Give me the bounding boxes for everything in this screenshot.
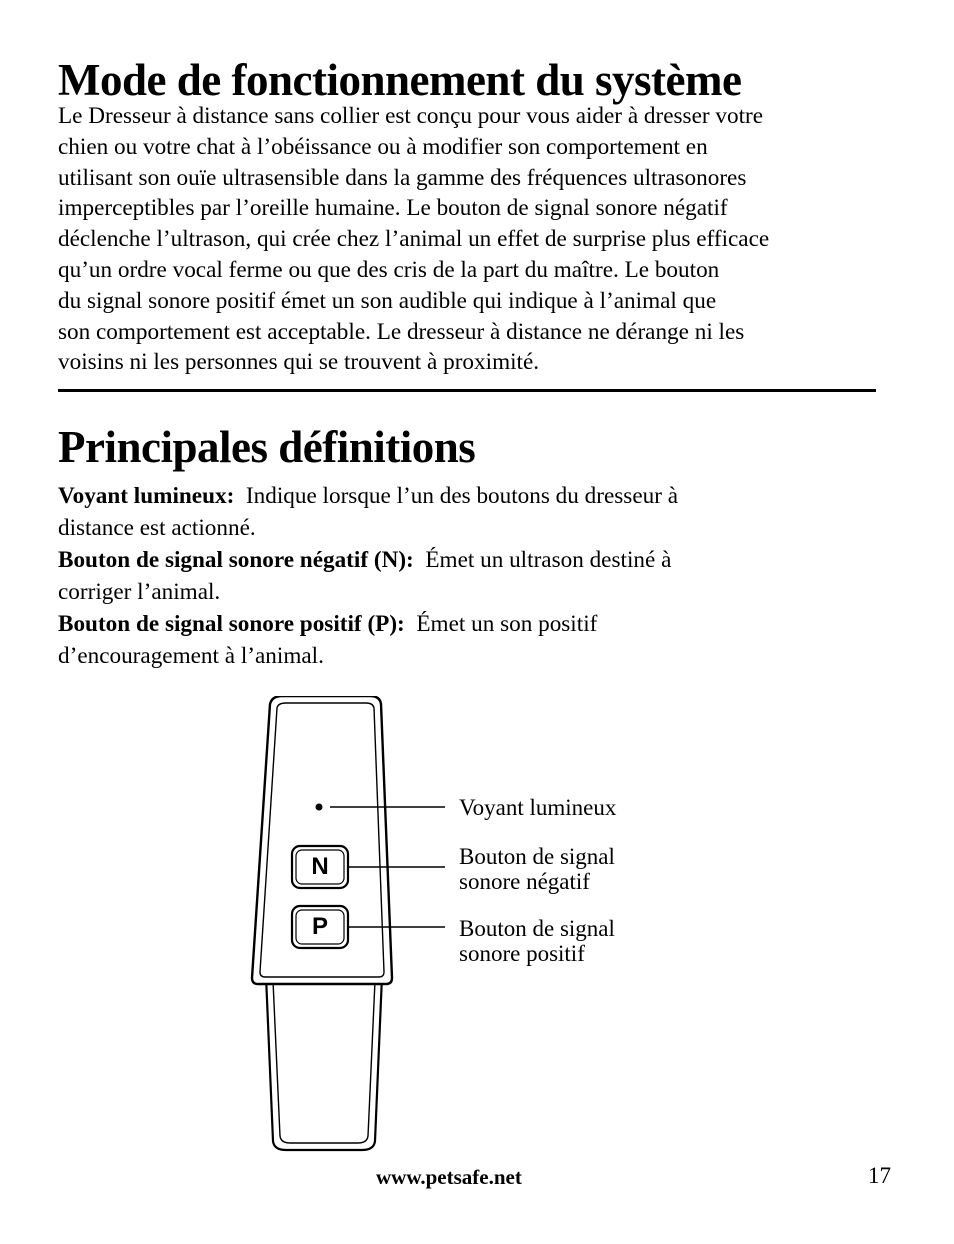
paragraph-line: imperceptibles par l’oreille humaine. Le bouton de signal sonore négatif [58,195,728,222]
page-number: 17 [868,1163,891,1188]
definitions-list [58,480,898,672]
positive-button: P [311,913,328,940]
definition-item [58,480,898,544]
paragraph-line: chien ou votre chat à l’obéissance ou à modifier son comportement en [58,133,708,160]
paragraph-line: utilisant son ouïe ultrasensible dans la gamme des fréquences ultrasonores [58,164,747,191]
paragraph-line: son comportement est acceptable. Le dresseur à distance ne dérange ni les [58,318,745,345]
paragraph-line: du signal sonore positif émet un son audible qui indique à l’animal que [58,287,717,314]
paragraph-line: qu’un ordre vocal ferme ou que des cris de la part du maître. Le bouton [58,256,720,283]
paragraph-line: déclenche l’ultrason, qui crée chez l’animal un effet de surprise plus efficace [58,226,770,253]
definition-text: Indique lorsque l’un des boutons du dresseur à [245,483,679,509]
footer-url: www.petsafe.net [376,1165,522,1189]
label-positive-button: Bouton de signal sonore positif [459,916,615,966]
section-title-operation: Mode de fonctionnement du système [58,55,742,105]
definition-item [58,608,898,672]
definition-text: d’encouragement à l’animal. [58,643,324,669]
paragraph-line: Le Dresseur à distance sans collier est conçu pour vous aider à dresser votre [58,103,764,129]
definition-text: Émet un ultrason destiné à [425,547,672,573]
label-indicator-light: Voyant lumineux [459,795,617,820]
definition-text: Émet un son positif [416,611,598,637]
remote-trainer-diagram [240,696,660,1156]
definition-term: Bouton de signal sonore négatif (N): [58,547,414,573]
definition-text: distance est actionné. [58,515,256,541]
negative-button: N [311,853,329,880]
indicator-light [316,804,323,811]
paragraph-line: voisins ni les personnes qui se trouvent à proximité. [58,349,540,376]
operation-paragraph [58,101,898,378]
device-handle [266,976,382,1150]
label-negative-button: Bouton de signal sonore négatif [459,844,615,894]
section-divider [58,389,876,392]
section-title-definitions: Principales définitions [58,422,476,472]
definition-item [58,544,898,608]
definition-term: Bouton de signal sonore positif (P): [58,611,405,637]
definition-term: Voyant lumineux: [58,483,235,509]
definition-text: corriger l’animal. [58,579,221,605]
